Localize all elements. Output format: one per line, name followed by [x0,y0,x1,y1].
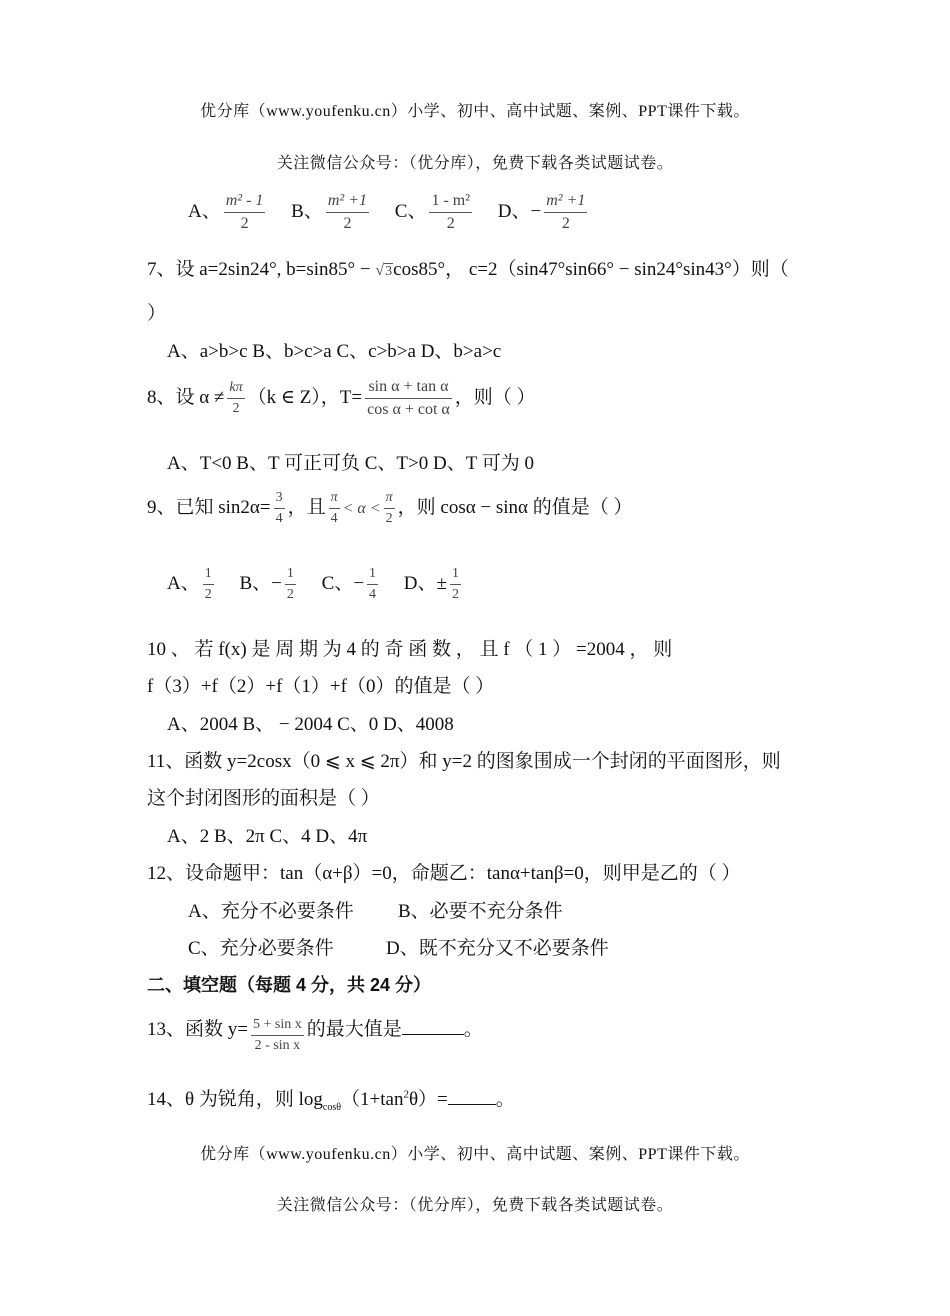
q8-fraction-t [365,376,452,421]
q6-option-c-label: C、 [394,200,427,222]
q14-stem-b: （1+tan [341,1089,404,1110]
q8-stem-b: （k ∈ Z），T= [247,386,363,408]
q9-fraction-3-4 [274,488,285,529]
q11-line-2: 这个封闭图形的面积是（ ） [147,788,380,809]
numerator: 3 [274,488,285,509]
q8-stem [147,376,536,421]
denominator: 2 [204,587,212,602]
q6-option-b-fraction [326,190,369,235]
q9-inequality: < α < [342,499,381,517]
header-line-1: 优分库（www.youfenku.cn）小学、初中、高中试题、案例、PPT课件下载。 [200,103,750,120]
q9-options [167,564,464,605]
q7-stem-end: ） [147,303,167,324]
q7-stem-b: cos85°， c=2（sin47°sin66° − sin24°sin43°）则（ [393,259,789,280]
q9-option-a-fraction [203,564,214,605]
q9-fraction-pi-2 [384,488,395,529]
denominator: 2 [561,215,570,232]
q6-option-d-label: D、 [497,200,531,222]
q7-options: A、a>b>c B、b>c>a C、c>b>a D、b>a>c [167,341,502,362]
q9-option-b-fraction [285,564,296,605]
q6-option-d-sign: − [530,200,542,222]
q7-stem-a: 7、设 a=2sin24°, b=sin85° − [147,259,371,280]
numerator: 1 [285,564,296,585]
q14-exponent: 2 [403,1088,409,1101]
q12-option-c: C、充分必要条件 [188,938,334,959]
numerator: 1 [203,564,214,585]
q8-stem-c: ，则（ ） [454,386,536,408]
footer-line-2: 关注微信公众号：（优分库），免费下载各类试题试卷。 [276,1197,674,1214]
q9-fraction-pi-4 [329,488,340,529]
q6-option-a-label: A、 [188,200,221,222]
q8-options: A、T<0 B、T 可正可负 C、T>0 D、T 可为 0 [167,453,534,474]
denominator: 4 [275,511,283,526]
numerator: 1 - m² [429,190,472,213]
numerator: m² +1 [326,190,369,213]
q14-log-base: cosθ [322,1101,342,1113]
q8-stem-a: 8、设 α ≠ [147,386,225,408]
q13-stem-b: 的最大值是 [306,1019,402,1040]
q13-answer-blank[interactable] [402,1015,464,1035]
q9-option-d-fraction [450,564,461,605]
denominator: cos α + cot α [367,401,450,418]
numerator: 5 + sin x [251,1015,304,1036]
denominator: 4 [330,511,338,526]
sqrt-icon: √3 [375,262,393,279]
q12-option-d: D、既不充分又不必要条件 [386,938,609,959]
q7-sqrt-radicand: 3 [385,264,393,279]
q14-stem-a: 14、θ 为锐角，则 log [147,1089,323,1110]
q9-option-d-sign: ± [436,572,447,594]
denominator: 2 [286,587,294,602]
denominator: 2 [343,215,352,232]
footer-line-1: 优分库（www.youfenku.cn）小学、初中、高中试题、案例、PPT课件下载。 [200,1146,750,1163]
q6-option-b-label: B、 [291,200,323,222]
numerator: 1 [367,564,378,585]
q13-end: 。 [463,1019,483,1040]
q12-options-row-1 [188,896,563,923]
q14-stem-c: θ）= [408,1089,448,1110]
denominator: 2 [451,587,459,602]
numerator: π [384,488,395,509]
q11-options: A、2 B、2π C、4 D、4π [167,826,368,847]
q6-option-a-fraction [224,190,266,235]
q9-option-c-sign: − [353,572,365,594]
q9-option-c-label: C、 [321,572,354,594]
q14-end: 。 [495,1089,515,1110]
q10-line-2: f（3）+f（2）+f（1）+f（0）的值是（ ） [147,676,495,697]
q9-stem [147,488,633,529]
q7-stem [147,254,789,281]
q9-stem-a: 9、已知 sin2α= [147,496,271,518]
q6-option-c-fraction [429,190,472,235]
denominator: 2 [385,511,393,526]
q9-stem-b: ，且 [287,496,326,518]
section-2-title: 二、填空题（每题 4 分，共 24 分） [147,975,432,995]
q12-option-a: A、充分不必要条件 [188,901,354,922]
q12-option-b: B、必要不充分条件 [398,901,563,922]
q9-option-c-fraction [367,564,378,605]
numerator: sin α + tan α [365,376,452,399]
q14-answer-blank[interactable] [448,1085,496,1105]
q6-option-d-fraction [544,190,587,235]
q9-option-b-sign: − [271,572,282,594]
q8-fraction-k-pi [227,378,244,419]
q9-option-b-label: B、 [239,572,272,594]
q13-fraction [251,1015,304,1056]
q12-options-row-2 [188,933,609,960]
numerator: π [329,488,340,509]
denominator: 2 - sin x [254,1038,301,1053]
denominator: 2 [446,215,455,232]
q10-options: A、2004 B、 − 2004 C、0 D、4008 [167,714,454,735]
q13-stem [147,1014,483,1056]
q9-option-d-label: D、 [403,572,437,594]
denominator: 2 [240,215,249,232]
denominator: 4 [369,587,377,602]
denominator: 2 [232,401,240,416]
q9-option-a-label: A、 [167,572,200,594]
header-line-2: 关注微信公众号：（优分库），免费下载各类试题试卷。 [276,155,674,172]
q14-stem [147,1084,515,1113]
numerator: 1 [450,564,461,585]
numerator: m² +1 [544,190,587,213]
q12-stem: 12、设命题甲：tan（α+β）=0，命题乙：tanα+tanβ=0，则甲是乙的（ ） [147,863,741,884]
numerator: m² - 1 [224,190,266,213]
numerator: kπ [227,378,244,399]
q9-stem-c: ，则 cosα − sinα 的值是（ ） [397,496,633,518]
q10-line-1: 10 、 若 f(x) 是 周 期 为 4 的 奇 函 数 ， 且 f （ 1 ） =2004 ， 则 [147,639,673,660]
q13-stem-a: 13、函数 y= [147,1019,248,1040]
q11-line-1: 11、函数 y=2cosx（0 ⩽ x ⩽ 2π）和 y=2 的图象围成一个封闭的平面图形，则 [147,751,781,772]
q6-options [188,190,590,235]
